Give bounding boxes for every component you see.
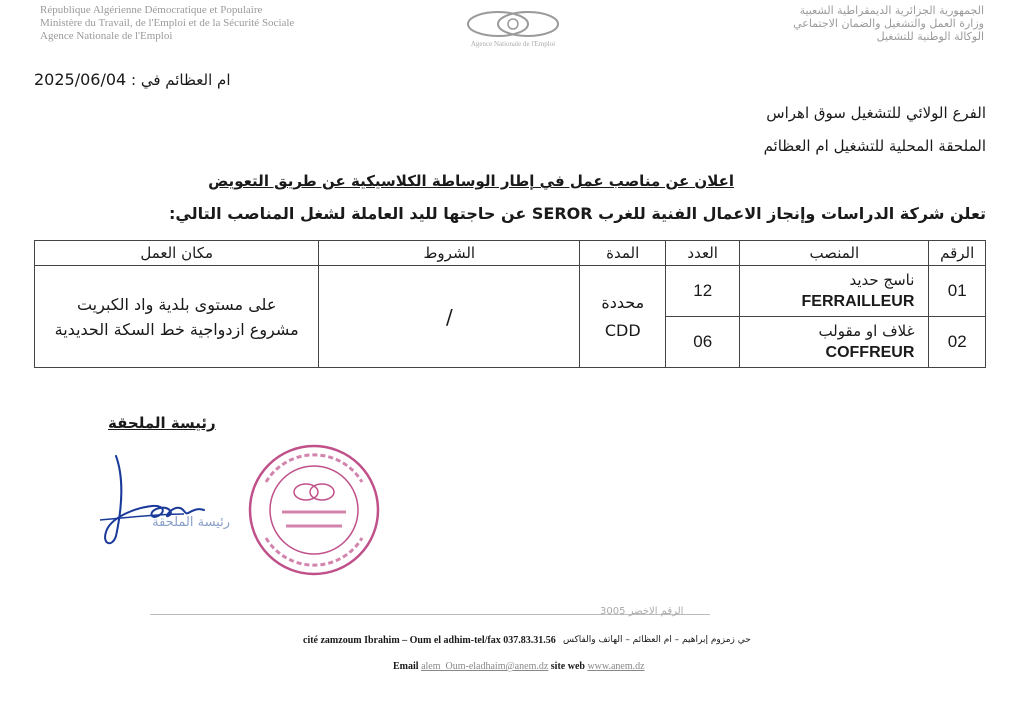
letterhead-arabic <box>604 4 984 43</box>
date-label: ام العظائم في : <box>131 71 231 89</box>
header-place: مكان العمل <box>35 241 319 266</box>
position-french: FERRAILLEUR <box>801 293 915 310</box>
letterhead-ar-line: الوكالة الوطنية للتشغيل <box>876 30 984 43</box>
reference-number: 3005 <box>600 606 626 617</box>
date-value: 2025/06/04 <box>34 70 127 89</box>
duration-code: CDD <box>604 320 641 340</box>
header-position: المنصب <box>740 241 929 266</box>
handwritten-signature-icon <box>94 448 214 558</box>
letterhead-fr-line: Agence Nationale de l'Emploi <box>40 30 173 42</box>
email-label: Email <box>393 661 419 672</box>
logo-caption: Agence Nationale de l'Emploi <box>470 40 556 48</box>
duration-cell <box>580 266 666 368</box>
header-count: العدد <box>666 241 740 266</box>
row-count: 12 <box>666 266 740 317</box>
position-arabic: غلاف او مقولب <box>818 322 915 340</box>
duration-arabic: محددة <box>601 292 645 312</box>
letterhead-ar-line: وزارة العمل والتشغيل والضمان الاجتماعي <box>793 17 984 30</box>
footer-contact <box>393 661 645 672</box>
footer-address-arabic: حي زمزوم إبراهيم – ام العظائم – الهاتف والفاكس <box>563 635 751 645</box>
branch-line: الفرع الولائي للتشغيل سوق اهراس <box>766 104 986 122</box>
reference-label: الرقم الاخضر <box>628 606 684 617</box>
official-stamp-icon <box>246 442 382 578</box>
job-positions-table <box>34 240 986 368</box>
letterhead-ar-line: الجمهورية الجزائرية الديمقراطية الشعبية <box>799 4 984 17</box>
header-number: الرقم <box>929 241 986 266</box>
position-arabic: ناسج حديد <box>849 271 915 289</box>
agency-line: الملحقة المحلية للتشغيل ام العظائم <box>763 137 986 155</box>
announcement-title: اعلان عن مناصب عمل في إطار الوساطة الكلاسيكية عن طريق التعويض <box>208 172 734 190</box>
position-french: COFFREUR <box>825 344 915 361</box>
footer-reference <box>600 606 683 617</box>
footer-address-french: cité zamzoum Ibrahim – Oum el adhim-tel/fax 037.83.31.56 <box>303 635 556 646</box>
row-position <box>740 266 929 317</box>
signature-note: رئيسة الملحقة <box>152 515 230 530</box>
letterhead-fr-line: Ministère du Travail, de l'Emploi et de la Sécurité Sociale <box>40 17 295 29</box>
row-number: 02 <box>929 317 986 368</box>
letterhead-french <box>40 4 400 43</box>
row-position <box>740 317 929 368</box>
header-duration: المدة <box>580 241 666 266</box>
place-line-2: مشروع ازدواجية خط السكة الحديدية <box>54 319 299 339</box>
place-cell <box>35 266 319 368</box>
place-line-1: على مستوى بلدية واد الكبريت <box>76 294 277 314</box>
table-row <box>35 266 986 317</box>
site-label: site web <box>550 661 585 672</box>
table-header-row <box>35 241 986 266</box>
row-number: 01 <box>929 266 986 317</box>
document-date <box>34 70 231 89</box>
announcement-intro: تعلن شركة الدراسات وإنجاز الاعمال الفنية للغرب SEROR عن حاجتها لليد العاملة لشغل المناصب التالي: <box>169 204 986 223</box>
website-link[interactable]: www.anem.dz <box>587 661 645 672</box>
email-link[interactable]: alem_Oum-eladhaim@anem.dz <box>421 661 549 672</box>
row-count: 06 <box>666 317 740 368</box>
letterhead-fr-line: République Algérienne Démocratique et Populaire <box>40 4 263 16</box>
signature-stamp-text <box>140 514 230 532</box>
header-conditions: الشروط <box>319 241 580 266</box>
conditions-cell: / <box>319 266 580 368</box>
signer-title: رئيسة الملحقة <box>108 414 216 432</box>
